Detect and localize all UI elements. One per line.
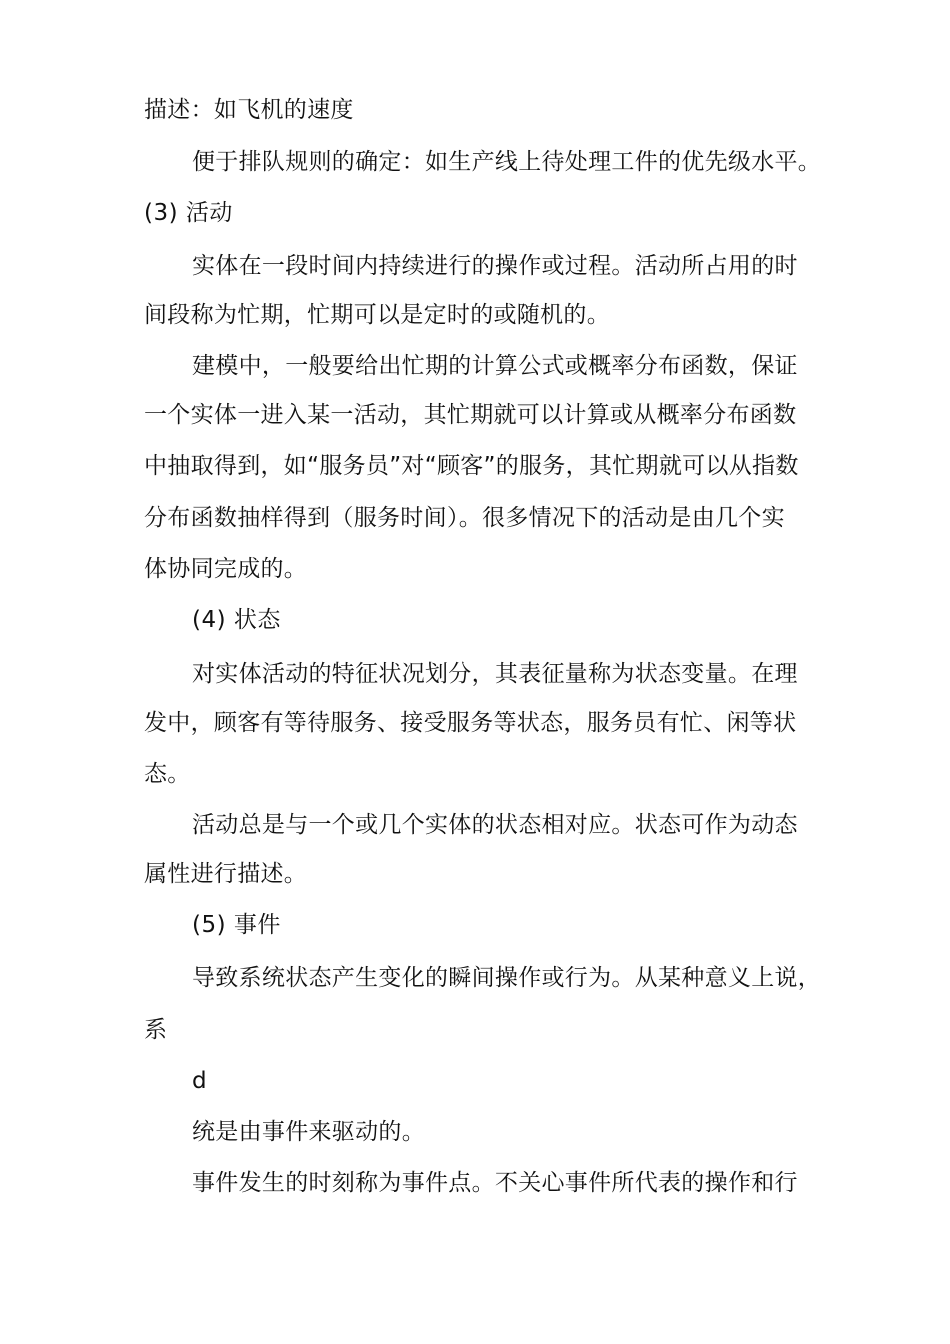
- text-line-21: 统是由事件来驱动的。: [192, 1119, 425, 1145]
- text-line-9: 分布函数抽样得到（服务时间）。很多情况下的活动是由几个实: [144, 505, 785, 531]
- text-line-15: 活动总是与一个或几个实体的状态相对应。状态可作为动态: [192, 812, 798, 838]
- text-line-8: 中抽取得到，如“服务员”对“顾客”的服务，其忙期就可以从指数: [144, 453, 799, 479]
- section-heading-3: (3) 活动: [144, 200, 233, 226]
- text-line-18: 导致系统状态产生变化的瞬间操作或行为。从某种意义上说，: [192, 965, 822, 991]
- text-line-5: 间段称为忙期，忙期可以是定时的或随机的。: [144, 302, 610, 328]
- text-line-19: 系: [144, 1017, 168, 1043]
- section-heading-4: (4) 状态: [192, 607, 281, 633]
- text-line-10: 体协同完成的。: [144, 556, 308, 582]
- text-line-20: d: [192, 1068, 207, 1094]
- text-line-4: 实体在一段时间内持续进行的操作或过程。活动所占用的时: [192, 253, 798, 279]
- text-line-16: 属性进行描述。: [144, 861, 308, 887]
- text-line-1: 描述：如飞机的速度: [144, 97, 354, 123]
- section-heading-5: (5) 事件: [192, 912, 281, 938]
- text-line-13: 发中，顾客有等待服务、接受服务等状态，服务员有忙、闲等状: [144, 710, 797, 736]
- text-line-14: 态。: [144, 761, 191, 787]
- text-line-7: 一个实体一进入某一活动，其忙期就可以计算或从概率分布函数: [144, 402, 797, 428]
- text-line-2: 便于排队规则的确定：如生产线上待处理工件的优先级水平。: [192, 149, 822, 175]
- text-line-6: 建模中，一般要给出忙期的计算公式或概率分布函数，保证: [192, 353, 798, 379]
- text-line-22: 事件发生的时刻称为事件点。不关心事件所代表的操作和行: [192, 1170, 798, 1196]
- text-line-12: 对实体活动的特征状况划分，其表征量称为状态变量。在理: [192, 661, 798, 687]
